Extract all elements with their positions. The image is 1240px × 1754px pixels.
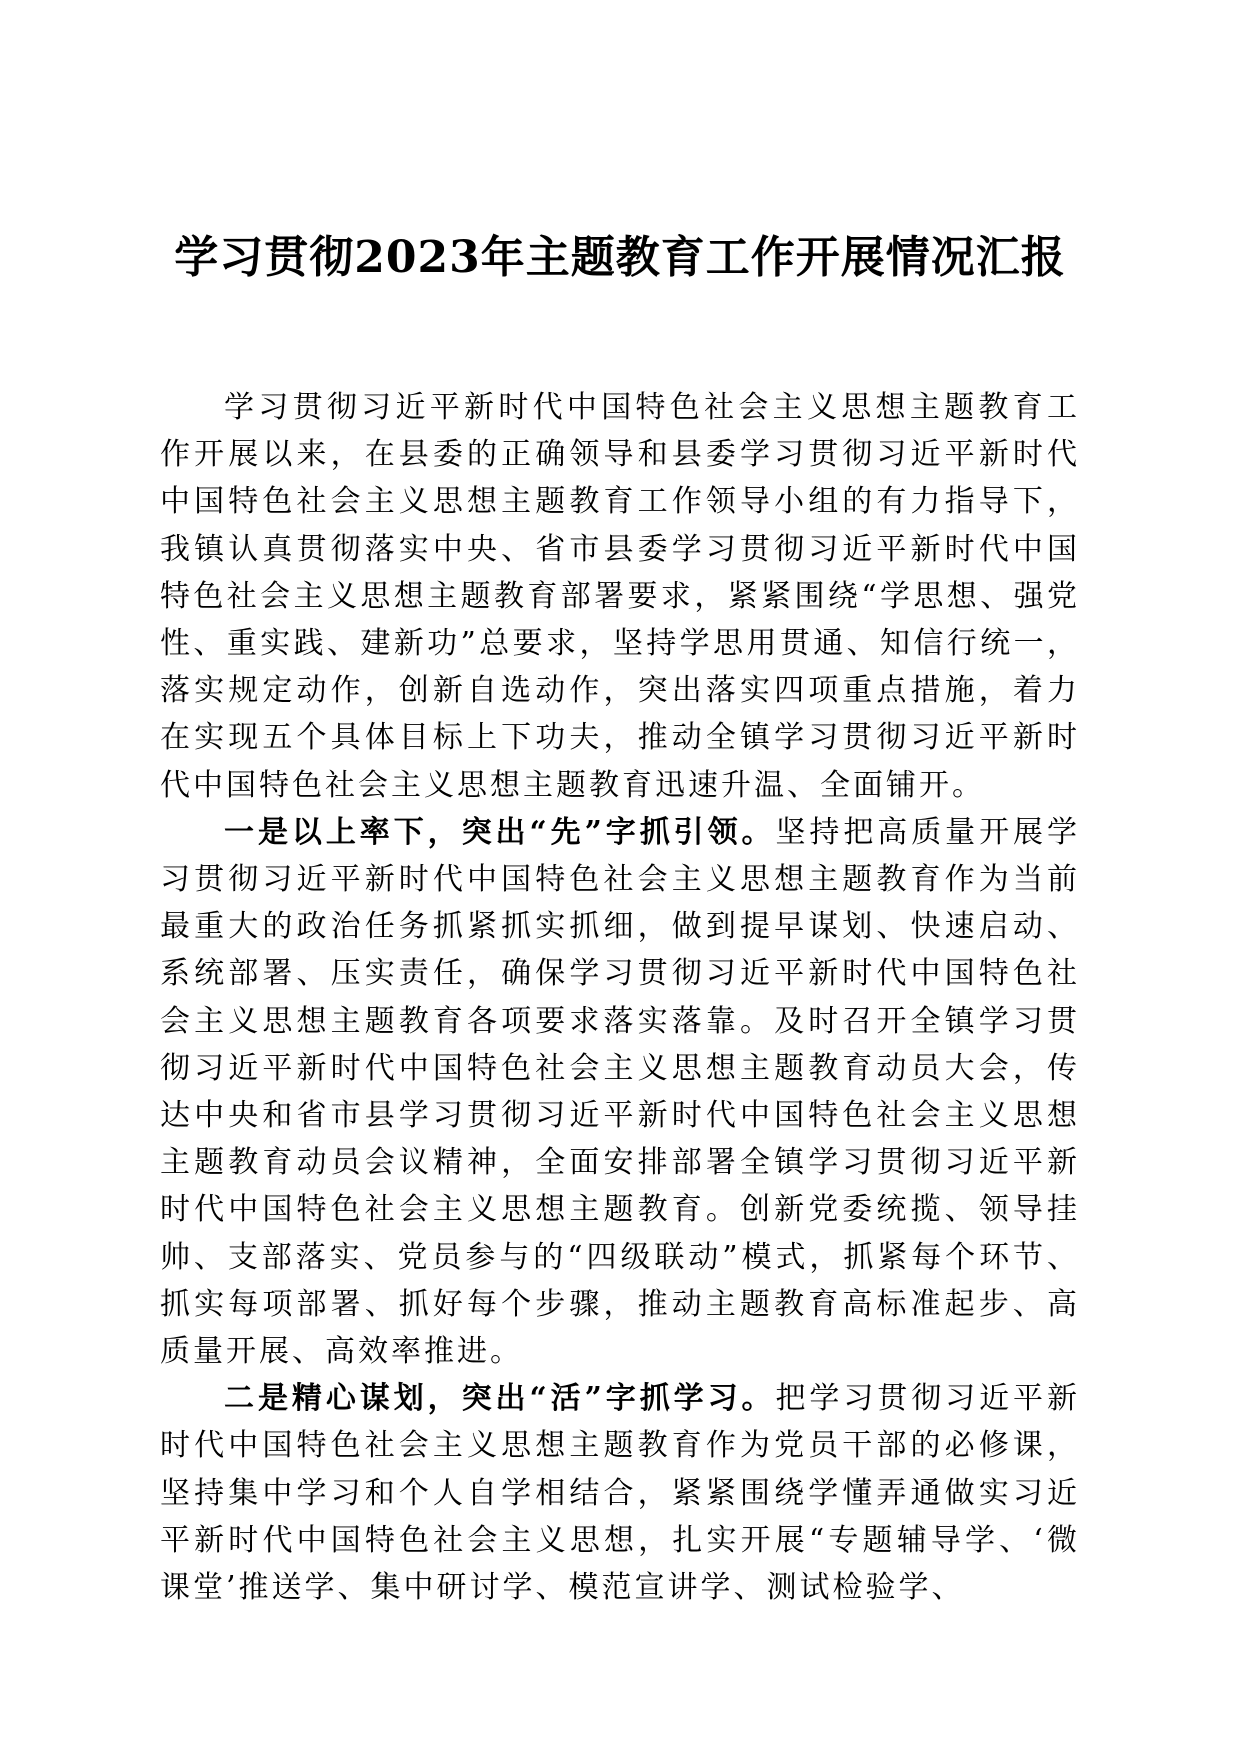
paragraph-lead: 二是精心谋划，突出“活”字抓学习。: [224, 1381, 776, 1417]
paragraph-lead: 一是以上率下，突出“先”字抓引领。: [224, 814, 776, 850]
document-body: [160, 384, 1080, 1611]
paragraph-text: 学习贯彻习近平新时代中国特色社会主义思想主题教育工作开展以来，在县委的正确领导和县委学习贯彻习近平新时代中国特色社会主义思想主题教育工作领导小组的有力指导下，我镇认真贯彻落实中央、省市县委学习贯彻习近平新时代中国特色社会主义思想主题教育部署要求，紧紧围绕“学思想、强党性、重实践、建新功”总要求，坚持学思用贯通、知信行统一，落实规定动作，创新自选动作，突出落实四项重点措施，着力在实现五个具体目标上下功夫，推动全镇学习贯彻习近平新时代中国特色社会主义思想主题教育迅速升温、全面铺开。: [160, 390, 1080, 803]
paragraph-intro: [160, 384, 1080, 809]
paragraph-text: 把学习贯彻习近平新时代中国特色社会主义思想主题教育作为党员干部的必修课，坚持集中学习和个人自学相结合，紧紧围绕学懂弄通做实习近平新时代中国特色社会主义思想，扎实开展“专题辅导学、‘微课堂’推送学、集中研讨学、模范宣讲学、测试检验学、: [160, 1381, 1080, 1606]
paragraph-text: 坚持把高质量开展学习贯彻习近平新时代中国特色社会主义思想主题教育作为当前最重大的政治任务抓紧抓实抓细，做到提早谋划、快速启动、系统部署、压实责任，确保学习贯彻习近平新时代中国特色社会主义思想主题教育各项要求落实落靠。及时召开全镇学习贯彻习近平新时代中国特色社会主义思想主题教育动员大会，传达中央和省市县学习贯彻习近平新时代中国特色社会主义思想主题教育动员会议精神，全面安排部署全镇学习贯彻习近平新时代中国特色社会主义思想主题教育。创新党委统揽、领导挂帅、支部落实、党员参与的“四级联动”模式，抓紧每个环节、抓实每项部署、抓好每个步骤，推动主题教育高标准起步、高质量开展、高效率推进。: [160, 814, 1080, 1370]
paragraph-point-two: [160, 1375, 1080, 1611]
document-title: 学习贯彻2023年主题教育工作开展情况汇报: [174, 232, 1066, 283]
paragraph-point-one: [160, 809, 1080, 1375]
